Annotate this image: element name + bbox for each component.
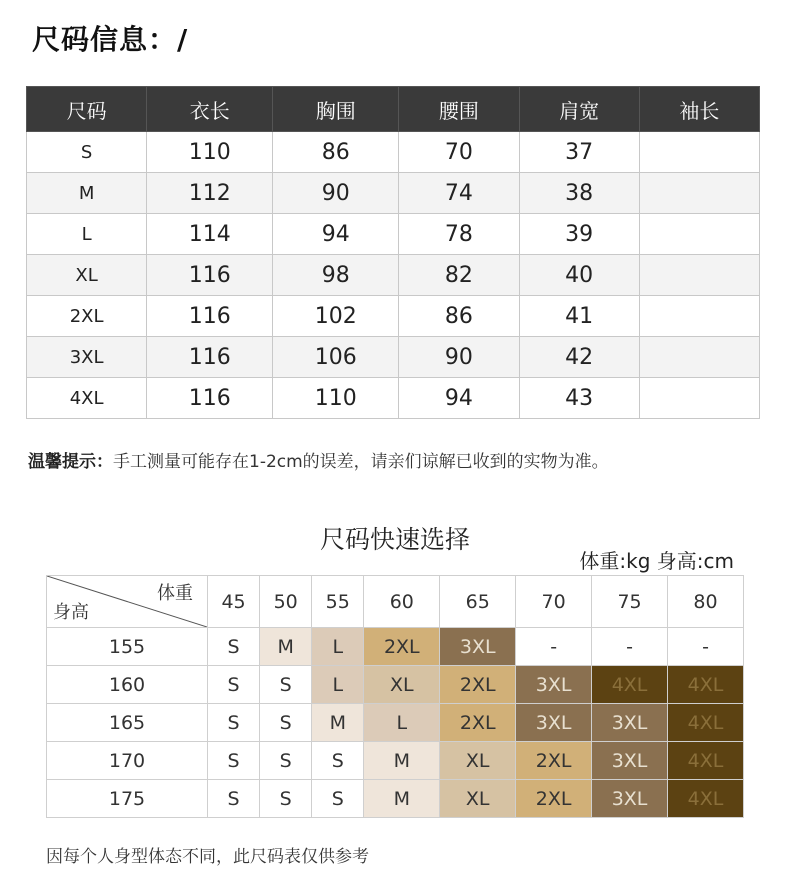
- height-row: [47, 628, 744, 666]
- footer-note: 因每个人身型体态不同，此尺码表仅供参考: [46, 847, 369, 867]
- size-cell: 78: [399, 214, 519, 255]
- size-recommendation-cell: S: [260, 666, 312, 704]
- size-recommendation-cell: -: [516, 628, 592, 666]
- size-recommendation-cell: L: [364, 704, 440, 742]
- size-recommendation-cell: 4XL: [592, 666, 668, 704]
- header-size: 尺码: [27, 87, 147, 132]
- size-cell: 43: [519, 378, 639, 419]
- size-recommendation-cell: 4XL: [668, 780, 744, 818]
- corner-cell: [47, 576, 208, 628]
- quick-header-row: [47, 576, 744, 628]
- size-row: [27, 214, 760, 255]
- height-row: [47, 780, 744, 818]
- size-recommendation-cell: M: [364, 780, 440, 818]
- size-row: [27, 337, 760, 378]
- size-cell: [639, 132, 759, 173]
- size-cell: 94: [273, 214, 399, 255]
- size-recommendation-cell: S: [208, 628, 260, 666]
- size-recommendation-cell: 3XL: [592, 780, 668, 818]
- tip-text: 手工测量可能存在1-2cm的误差，请亲们谅解已收到的实物为准。: [113, 452, 609, 472]
- size-recommendation-cell: 3XL: [592, 704, 668, 742]
- size-cell: 116: [147, 378, 273, 419]
- size-recommendation-cell: -: [592, 628, 668, 666]
- size-cell: 3XL: [27, 337, 147, 378]
- size-cell: 90: [273, 173, 399, 214]
- size-recommendation-cell: S: [312, 742, 364, 780]
- height-label: 160: [47, 666, 208, 704]
- corner-height-label: 身高: [53, 602, 89, 623]
- size-recommendation-cell: 3XL: [516, 666, 592, 704]
- size-cell: 110: [147, 132, 273, 173]
- size-info-table: [26, 86, 760, 419]
- size-row: [27, 132, 760, 173]
- weight-header: 60: [364, 576, 440, 628]
- weight-header: 50: [260, 576, 312, 628]
- size-recommendation-cell: XL: [364, 666, 440, 704]
- size-cell: XL: [27, 255, 147, 296]
- height-row: [47, 704, 744, 742]
- page-title: 尺码信息：/: [32, 23, 189, 56]
- size-recommendation-cell: L: [312, 628, 364, 666]
- size-row: [27, 378, 760, 419]
- size-recommendation-cell: 3XL: [440, 628, 516, 666]
- size-recommendation-cell: 4XL: [668, 742, 744, 780]
- size-recommendation-cell: XL: [440, 742, 516, 780]
- size-cell: [639, 214, 759, 255]
- height-row: [47, 742, 744, 780]
- size-cell: 4XL: [27, 378, 147, 419]
- size-recommendation-cell: S: [260, 742, 312, 780]
- size-cell: [639, 173, 759, 214]
- size-recommendation-cell: L: [312, 666, 364, 704]
- size-row: [27, 296, 760, 337]
- size-cell: 40: [519, 255, 639, 296]
- size-recommendation-cell: S: [208, 780, 260, 818]
- size-cell: 41: [519, 296, 639, 337]
- quick-select-table: [46, 575, 744, 818]
- size-recommendation-cell: 2XL: [516, 780, 592, 818]
- size-recommendation-cell: XL: [440, 780, 516, 818]
- corner-weight-label: 体重: [157, 583, 193, 604]
- header-chest: 胸围: [273, 87, 399, 132]
- size-cell: 37: [519, 132, 639, 173]
- size-cell: 38: [519, 173, 639, 214]
- size-row: [27, 255, 760, 296]
- weight-header: 45: [208, 576, 260, 628]
- weight-header: 75: [592, 576, 668, 628]
- size-cell: S: [27, 132, 147, 173]
- size-recommendation-cell: S: [208, 742, 260, 780]
- height-label: 165: [47, 704, 208, 742]
- size-cell: 39: [519, 214, 639, 255]
- header-sleeve: 袖长: [639, 87, 759, 132]
- weight-header: 65: [440, 576, 516, 628]
- size-recommendation-cell: 3XL: [592, 742, 668, 780]
- size-cell: 94: [399, 378, 519, 419]
- weight-header: 80: [668, 576, 744, 628]
- size-recommendation-cell: -: [668, 628, 744, 666]
- header-shoulder: 肩宽: [519, 87, 639, 132]
- size-recommendation-cell: S: [260, 780, 312, 818]
- size-recommendation-cell: 4XL: [668, 666, 744, 704]
- size-recommendation-cell: M: [260, 628, 312, 666]
- weight-header: 70: [516, 576, 592, 628]
- size-cell: [639, 337, 759, 378]
- size-table-header-row: [27, 87, 760, 132]
- size-cell: M: [27, 173, 147, 214]
- size-cell: L: [27, 214, 147, 255]
- size-cell: 70: [399, 132, 519, 173]
- tip-note: [28, 447, 609, 472]
- size-cell: 86: [399, 296, 519, 337]
- header-waist: 腰围: [399, 87, 519, 132]
- size-recommendation-cell: S: [312, 780, 364, 818]
- size-cell: 116: [147, 337, 273, 378]
- size-cell: 106: [273, 337, 399, 378]
- size-cell: 90: [399, 337, 519, 378]
- size-cell: [639, 378, 759, 419]
- size-cell: 102: [273, 296, 399, 337]
- size-recommendation-cell: 2XL: [364, 628, 440, 666]
- height-row: [47, 666, 744, 704]
- size-cell: 98: [273, 255, 399, 296]
- size-cell: 74: [399, 173, 519, 214]
- weight-header: 55: [312, 576, 364, 628]
- size-cell: [639, 255, 759, 296]
- tip-label: 温馨提示：: [28, 452, 113, 472]
- height-label: 170: [47, 742, 208, 780]
- size-cell: 114: [147, 214, 273, 255]
- size-recommendation-cell: S: [208, 666, 260, 704]
- quick-select-title: 尺码快速选择: [319, 525, 470, 554]
- size-recommendation-cell: M: [312, 704, 364, 742]
- size-recommendation-cell: 3XL: [516, 704, 592, 742]
- size-recommendation-cell: 2XL: [440, 666, 516, 704]
- size-cell: 110: [273, 378, 399, 419]
- size-recommendation-cell: 2XL: [516, 742, 592, 780]
- size-cell: 2XL: [27, 296, 147, 337]
- height-label: 175: [47, 780, 208, 818]
- size-recommendation-cell: 2XL: [440, 704, 516, 742]
- size-recommendation-cell: 4XL: [668, 704, 744, 742]
- size-row: [27, 173, 760, 214]
- size-cell: 116: [147, 255, 273, 296]
- unit-label: 体重:kg 身高:cm: [579, 549, 734, 573]
- size-cell: 82: [399, 255, 519, 296]
- size-recommendation-cell: M: [364, 742, 440, 780]
- header-length: 衣长: [147, 87, 273, 132]
- size-recommendation-cell: S: [260, 704, 312, 742]
- size-cell: 42: [519, 337, 639, 378]
- size-recommendation-cell: S: [208, 704, 260, 742]
- size-cell: [639, 296, 759, 337]
- size-cell: 112: [147, 173, 273, 214]
- height-label: 155: [47, 628, 208, 666]
- size-cell: 86: [273, 132, 399, 173]
- size-cell: 116: [147, 296, 273, 337]
